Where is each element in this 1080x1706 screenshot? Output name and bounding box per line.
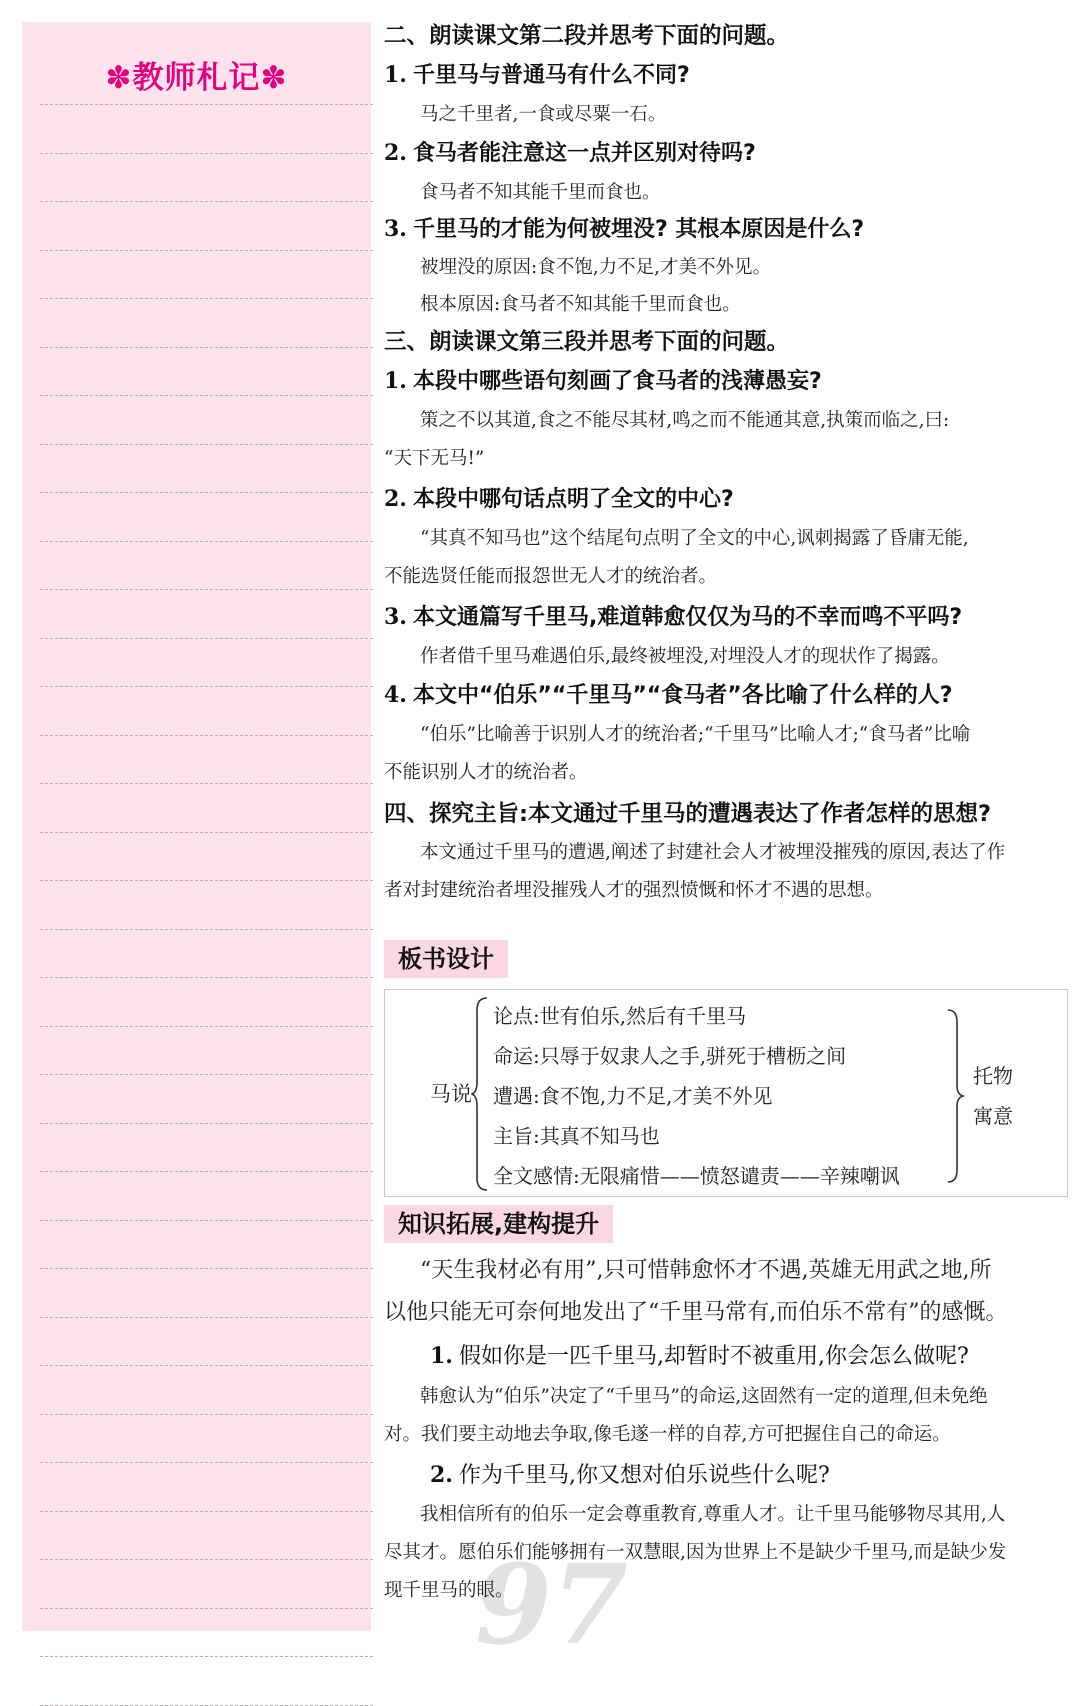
paragraph: “天生我材必有用”,只可惜韩愈怀才不遇,英雄无用武之地,所 xyxy=(420,1258,992,1283)
question-text: 本文中“伯乐”“千里马”“食马者”各比喻了什么样的人? xyxy=(412,683,953,708)
board-right-label: 托物 xyxy=(973,1064,1013,1088)
note-line xyxy=(40,638,373,639)
question-text: 本段中哪些语句刻画了食马者的浅薄愚妄? xyxy=(412,369,822,394)
question xyxy=(384,212,1064,243)
note-line xyxy=(40,153,373,154)
note-line xyxy=(40,832,373,833)
answer: 作者借千里马难遇伯乐,最终被埋没,对埋没人才的现状作了揭露。 xyxy=(420,646,950,667)
note-line xyxy=(40,298,373,299)
section-heading: 三、朗读课文第三段并思考下面的问题。 xyxy=(384,329,790,355)
question-number: 2. xyxy=(430,1462,453,1488)
note-line xyxy=(40,977,373,978)
question-number: 1. xyxy=(430,1343,453,1369)
sidebar-title: ✽教师札记✽ xyxy=(105,60,288,96)
answer: “其真不知马也”这个结尾句点明了全文的中心,讽刺揭露了昏庸无能, xyxy=(420,528,969,549)
question-number: 1. xyxy=(384,62,407,88)
answer: 被埋没的原因:食不饱,力不足,才美不外见。 xyxy=(420,257,771,278)
note-line xyxy=(40,929,373,930)
note-line xyxy=(40,735,373,736)
question xyxy=(430,1339,1080,1370)
note-line xyxy=(40,1462,373,1463)
question-text: 千里马与普通马有什么不同? xyxy=(412,63,690,88)
question-number: 2. xyxy=(384,486,407,512)
right-brace xyxy=(945,1008,965,1184)
question xyxy=(384,58,1064,89)
answer: 食马者不知其能千里而食也。 xyxy=(420,182,661,203)
note-line xyxy=(40,104,373,105)
answer: 我相信所有的伯乐一定会尊重教育,尊重人才。让千里马能够物尽其用,人 xyxy=(420,1504,1006,1525)
note-line xyxy=(40,1608,373,1609)
note-line xyxy=(40,1414,373,1415)
question xyxy=(430,1458,1080,1489)
question-text: 本段中哪句话点明了全文的中心? xyxy=(412,487,734,512)
note-line xyxy=(40,1074,373,1075)
note-line xyxy=(40,250,373,251)
note-line xyxy=(40,880,373,881)
question-number: 2. xyxy=(384,140,407,166)
answer: 韩愈认为“伯乐”决定了“千里马”的命运,这固然有一定的道理,但未免绝 xyxy=(420,1386,988,1407)
question-text: 千里马的才能为何被埋没? 其根本原因是什么? xyxy=(412,217,865,242)
note-line xyxy=(40,444,373,445)
question xyxy=(384,600,1064,631)
note-line xyxy=(40,1123,373,1124)
note-line xyxy=(40,1705,373,1706)
question-number: 4. xyxy=(384,682,407,708)
board-right-label: 寓意 xyxy=(973,1104,1013,1128)
answer: 不能识别人才的统治者。 xyxy=(384,762,588,783)
board-design-box xyxy=(384,989,1068,1197)
teacher-notes-sidebar xyxy=(22,22,371,1631)
note-line xyxy=(40,1656,373,1657)
question xyxy=(384,678,1064,709)
answer: 对。我们要主动地去争取,像毛遂一样的自荐,方可把握住自己的命运。 xyxy=(384,1424,951,1445)
section-heading: 二、朗读课文第二段并思考下面的问题。 xyxy=(384,23,790,49)
board-line: 遭遇:食不饱,力不足,才美不外见 xyxy=(493,1084,773,1108)
answer: 策之不以其道,食之不能尽其材,鸣之而不能通其意,执策而临之,曰: xyxy=(420,410,950,431)
question xyxy=(384,482,1064,513)
section-heading: 四、探究主旨:本文通过千里马的遭遇表达了作者怎样的思想? xyxy=(384,801,992,827)
note-line xyxy=(40,1511,373,1512)
paragraph: 以他只能无可奈何地发出了“千里马常有,而伯乐不常有”的感慨。 xyxy=(384,1300,1008,1325)
note-line xyxy=(40,1559,373,1560)
note-line xyxy=(40,1171,373,1172)
board-line: 论点:世有伯乐,然后有千里马 xyxy=(493,1004,747,1028)
question-text: 假如你是一匹千里马,却暂时不被重用,你会怎么做呢? xyxy=(458,1344,969,1369)
answer: “天下无马!” xyxy=(384,448,485,469)
note-line xyxy=(40,1317,373,1318)
board-line: 全文感情:无限痛惜——愤怒谴责——辛辣嘲讽 xyxy=(493,1164,900,1188)
note-line xyxy=(40,395,373,396)
question xyxy=(384,364,1064,395)
question-number: 3. xyxy=(384,216,407,242)
question-number: 3. xyxy=(384,604,407,630)
board-center-label: 马说 xyxy=(430,1082,472,1106)
note-line xyxy=(40,1220,373,1221)
note-line xyxy=(40,541,373,542)
question-text: 本文通篇写千里马,难道韩愈仅仅为马的不幸而鸣不平吗? xyxy=(412,605,963,630)
answer: 不能选贤任能而报怨世无人才的统治者。 xyxy=(384,566,718,587)
answer: 尽其才。愿伯乐们能够拥有一双慧眼,因为世界上不是缺少千里马,而是缺少发 xyxy=(384,1542,1007,1563)
note-line xyxy=(40,1026,373,1027)
board-line: 命运:只辱于奴隶人之手,骈死于槽枥之间 xyxy=(493,1044,847,1068)
page-number: 97 xyxy=(475,1540,629,1669)
question-text: 食马者能注意这一点并区别对待吗? xyxy=(412,141,756,166)
answer: 根本原因:食马者不知其能千里而食也。 xyxy=(420,294,741,315)
note-line xyxy=(40,1268,373,1269)
question-text: 作为千里马,你又想对伯乐说些什么呢? xyxy=(458,1463,830,1488)
question xyxy=(384,136,1064,167)
answer: 现千里马的眼。 xyxy=(384,1580,514,1601)
paragraph: 者对封建统治者埋没摧残人才的强烈愤慨和怀才不遇的思想。 xyxy=(384,880,884,901)
left-brace xyxy=(471,996,491,1192)
extension-tag: 知识拓展,建构提升 xyxy=(384,1205,613,1243)
note-line xyxy=(40,783,373,784)
answer: “伯乐”比喻善于识别人才的统治者;“千里马”比喻人才;“食马者”比喻 xyxy=(420,724,971,745)
note-line xyxy=(40,201,373,202)
paragraph: 本文通过千里马的遭遇,阐述了封建社会人才被埋没摧残的原因,表达了作 xyxy=(420,842,1006,863)
board-design-tag: 板书设计 xyxy=(384,940,508,978)
question-number: 1. xyxy=(384,368,407,394)
note-line xyxy=(40,347,373,348)
note-line xyxy=(40,686,373,687)
note-line xyxy=(40,589,373,590)
answer: 马之千里者,一食或尽粟一石。 xyxy=(420,104,667,125)
note-line xyxy=(40,492,373,493)
board-line: 主旨:其真不知马也 xyxy=(493,1124,660,1148)
note-line xyxy=(40,1365,373,1366)
